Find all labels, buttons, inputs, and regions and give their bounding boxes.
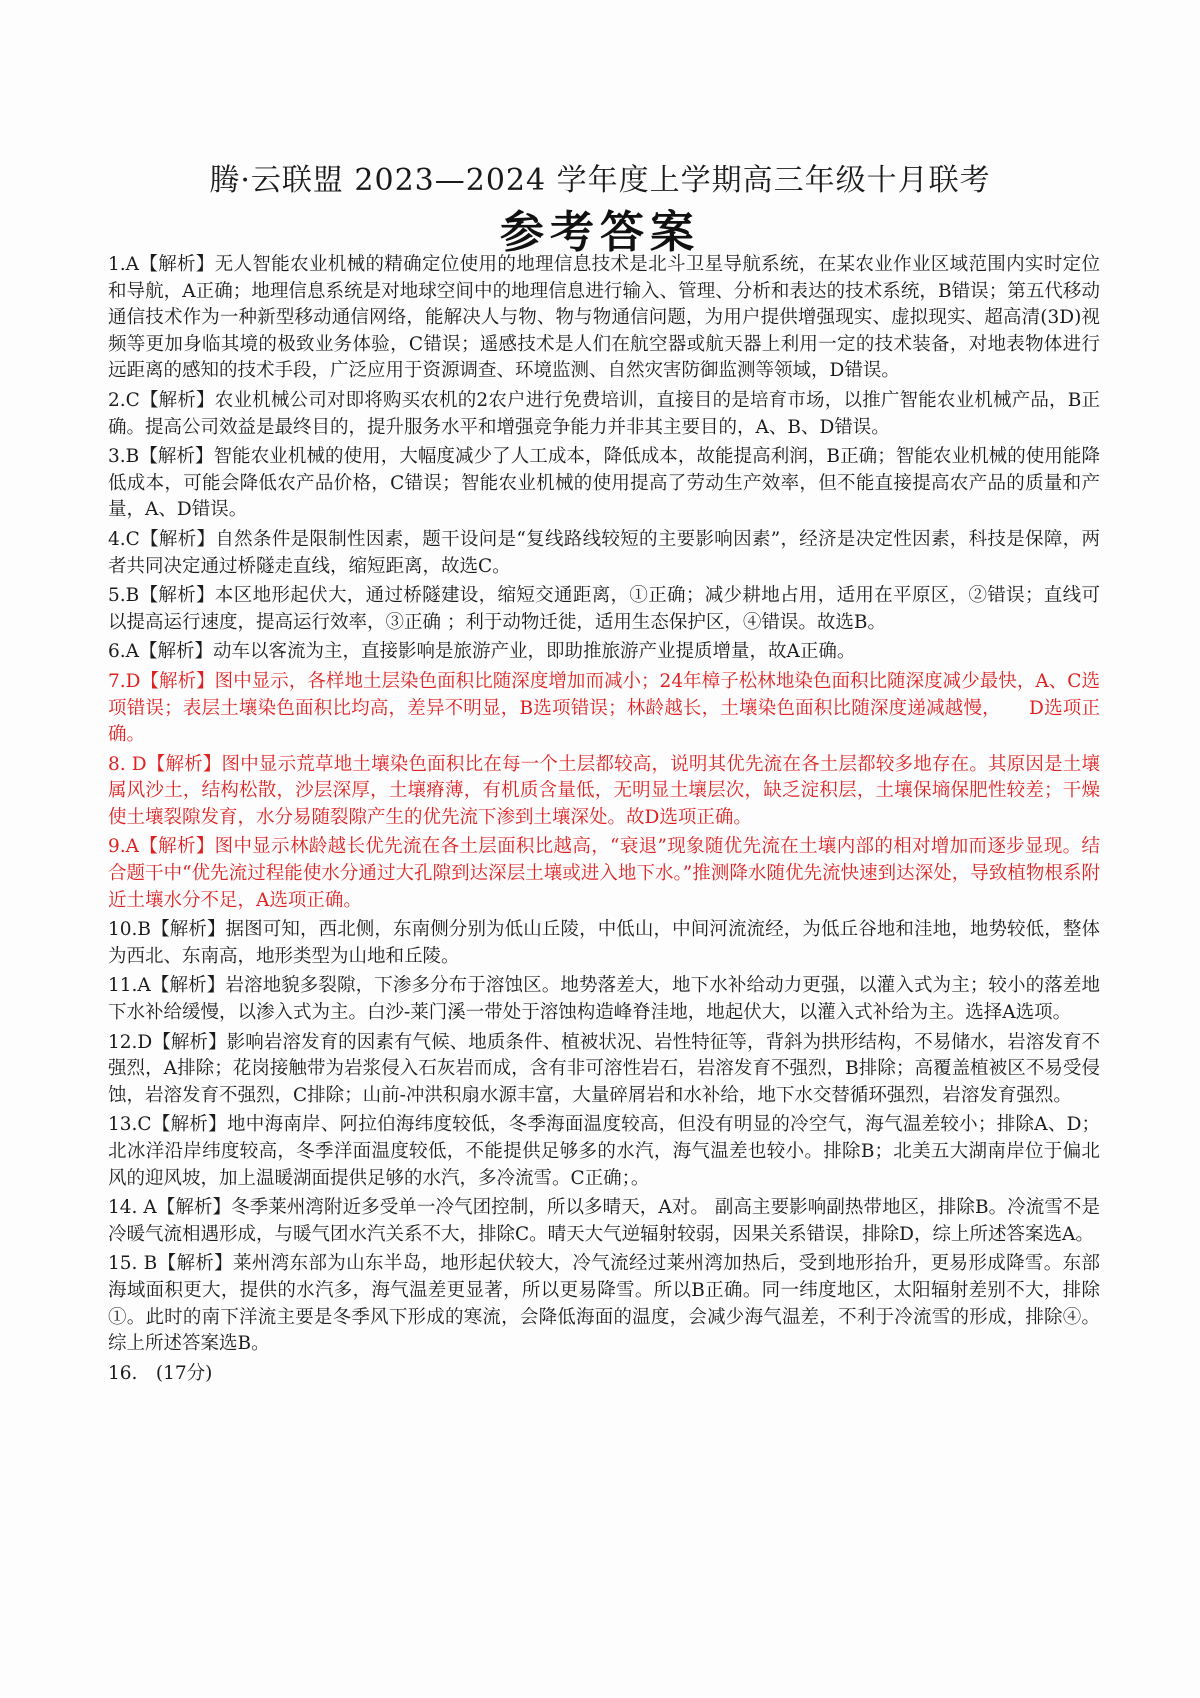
answer-item-1: 1.A【解析】无人智能农业机械的精确定位使用的地理信息技术是北斗卫星导航系统，在某农业作业区域范围内实时定位和导航，A正确；地理信息系统是对地球空间中的地理信息进行输入、管理、分析和表达的技术系统，B错误；第五代移动通信技术作为一种新型移动通信网络，能解决人与物、物与物通信问题，为用户提供增强现实、虚拟现实、超高清(3D)视频等更加身临其境的极致业务体验，C错误；遥感技术是人们在航空器或航天器上利用一定的技术装备，对地表物体进行远距离的感知的技术手段，广泛应用于资源调查、环境监测、自然灾害防御监测等领域，D错误。 xyxy=(108,254,1100,382)
answer-item-8: 8. D【解析】图中显示荒草地土壤染色面积比在每一个土层都较高，说明其优先流在各土层都较多地存在。其原因是土壤属风沙土，结构松散，沙层深厚，土壤瘠薄，有机质含量低，无明显土壤层次，缺乏淀积层，土壤保墒保肥性较差；干燥使土壤裂隙发育，水分易随裂隙产生的优先流下渗到土壤深处。故D选项正确。 xyxy=(108,753,1100,828)
answer-item-16: 16. (17分) xyxy=(108,1362,213,1384)
answer-item-4: 4.C【解析】自然条件是限制性因素，题干设问是“复线路线较短的主要影响因素”，经济是决定性因素，科技是保障，两者共同决定通过桥隧走直线，缩短距离，故选C。 xyxy=(108,528,1100,577)
answer-item-9: 9.A【解析】图中显示林龄越长优先流在各土层面积比越高，“衰退”现象随优先流在土壤内部的相对增加而逐步显现。结合题干中“优先流过程能使水分通过大孔隙到达深层土壤或进入地下水。”推测降水随优先流快速到达深处，导致植物根系附近土壤水分不足，A选项正确。 xyxy=(108,836,1100,911)
answer-item-15: 15. B【解析】莱州湾东部为山东半岛，地形起伏较大，冷气流经过莱州湾加热后，受到地形抬升，更易形成降雪。东部海域面积更大，提供的水汽多，海气温差更显著，所以更易降雪。所以B正确。同一纬度地区，太阳辐射差别不大，排除①。此时的南下洋流主要是冬季风下形成的寒流，会降低海面的温度，会减少海气温差，不利于冷流雪的形成，排除④。综上所述答案选B。 xyxy=(108,1253,1100,1355)
answer-item-5: 5.B【解析】本区地形起伏大，通过桥隧建设，缩短交通距离，①正确；减少耕地占用，适用在平原区，②错误；直线可以提高运行速度，提高运行效率，③正确 ；利于动物迁徙，适用生态保护区，④错误。故选B。 xyxy=(108,585,1100,633)
answer-item-14: 14. A【解析】冬季莱州湾附近多受单一冷气团控制，所以多晴天，A对。 副高主要影响副热带地区，排除B。冷流雪不是冷暖气流相遇形成，与暖气团水汽关系不大，排除C。晴天大气逆辐射较弱，因果关系错误，排除D，综上所述答案选A。 xyxy=(108,1197,1100,1245)
exam-title: 腾·云联盟 2023—2024 学年度上学期高三年级十月联考 xyxy=(209,163,991,198)
answer-key-heading: 参考答案 xyxy=(500,207,700,258)
answer-item-6: 6.A【解析】动车以客流为主，直接影响是旅游产业，即助推旅游产业提质增量，故A正确。 xyxy=(108,641,856,663)
answer-item-2: 2.C【解析】农业机械公司对即将购买农机的2农户进行免费培训，直接目的是培育市场，以推广智能农业机械产品，B正确。提高公司效益是最终目的，提升服务水平和增强竞争能力并非其主要目的，A、B、D错误。 xyxy=(108,389,1100,438)
answer-item-7: 7.D【解析】图中显示，各样地土层染色面积比随深度增加而减小；24年樟子松林地染色面积比随深度减少最快，A、C选项错误；表层土壤染色面积比均高，差异不明显，B选项错误；林龄越长，土壤染色面积比随深度递减越慢， D选项正确。 xyxy=(108,670,1100,746)
answer-item-11: 11.A【解析】岩溶地貌多裂隙，下渗多分布于溶蚀区。地势落差大，地下水补给动力更强，以灌入式为主；较小的落差地下水补给缓慢，以渗入式为主。白沙-莱门溪一带处于溶蚀构造峰脊洼地，地起伏大，以灌入式补给为主。选择A选项。 xyxy=(108,975,1100,1024)
answer-item-13: 13.C【解析】地中海南岸、阿拉伯海纬度较低，冬季海面温度较高，但没有明显的冷空气，海气温差较小；排除A、D； 北冰洋沿岸纬度较高，冬季洋面温度较低，不能提供足够多的水汽，海气温差也较小。排除B；北美五大湖南岸位于偏北风的迎风坡，加上温暖湖面提供足够的水汽，多冷流雪。C正确；。 xyxy=(108,1114,1100,1189)
answer-item-10: 10.B【解析】据图可知，西北侧，东南侧分别为低山丘陵，中低山，中间河流流经，为低丘谷地和洼地，地势较低，整体为西北、东南高，地形类型为山地和丘陵。 xyxy=(108,919,1100,967)
answer-item-12: 12.D【解析】影响岩溶发育的因素有气候、地质条件、植被状况、岩性特征等，背斜为拱形结构，不易储水，岩溶发育不强烈，A排除；花岗接触带为岩浆侵入石灰岩而成，含有非可溶性岩石，岩溶发育不强烈，B排除；高覆盖植被区不易受侵蚀，岩溶发育不强烈，C排除；山前-冲洪积扇水源丰富，大量碎屑岩和水补给，地下水交替循环强烈，岩溶发育强烈。 xyxy=(108,1031,1100,1106)
answer-item-3: 3.B【解析】智能农业机械的使用，大幅度减少了人工成本，降低成本，故能提高利润，B正确；智能农业机械的使用能降低成本，可能会降低农产品价格，C错误；智能农业机械的使用提高了劳动生产效率，但不能直接提高农产品的质量和产量，A、D错误。 xyxy=(108,446,1100,521)
answer-list xyxy=(108,252,1100,1390)
